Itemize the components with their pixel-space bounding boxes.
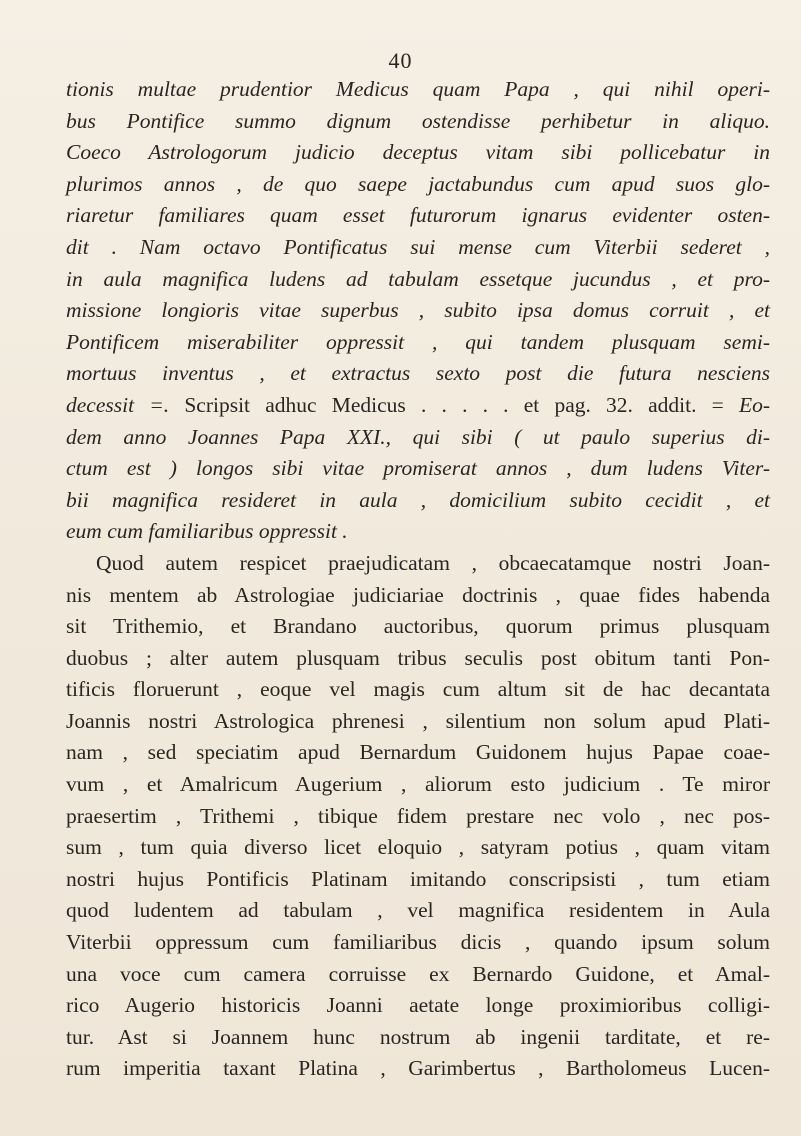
- text-line: Joannis nostri Astrologica phrenesi , silentium non solum apud Plati-: [66, 708, 770, 733]
- text-line: Pontificem miserabiliter oppressit , qui tandem plusquam semi-: [66, 329, 770, 354]
- text-line: tur. Ast si Joannem hunc nostrum ab ingenii tarditate, et re-: [66, 1024, 770, 1049]
- text-line: dem anno Joannes Papa XXI., qui sibi ( ut paulo superius di-: [66, 424, 770, 449]
- text-line: riaretur familiares quam esset futurorum ignarus evidenter osten-: [66, 203, 770, 228]
- text-line: nostri hujus Pontificis Platinam imitando conscripsisti , tum etiam: [66, 866, 770, 891]
- text-line: in aula magnifica ludens ad tabulam essetque jucundus , et pro-: [66, 266, 770, 291]
- text-line: mortuus inventus , et extractus sexto post die futura nesciens: [66, 361, 770, 386]
- text-line: una voce cum camera corruisse ex Bernardo Guidone, et Amal-: [66, 961, 770, 986]
- text-line: bii magnifica resideret in aula , domicilium subito cecidit , et: [66, 487, 770, 512]
- text-line: Viterbii oppressum cum familiaribus dicis , quando ipsum solum: [66, 930, 770, 955]
- text-line: duobus ; alter autem plusquam tribus seculis post obitum tanti Pon-: [66, 645, 770, 670]
- text-line: dit . Nam octavo Pontificatus sui mense cum Viterbii sederet ,: [66, 234, 770, 259]
- text-line: ctum est ) longos sibi vitae promiserat annos , dum ludens Viter-: [66, 456, 770, 481]
- text-line: plurimos annos , de quo saepe jactabundus cum apud suos glo-: [66, 171, 770, 196]
- text-line: eum cum familiaribus oppressit .: [66, 519, 348, 544]
- page-number: 40: [388, 48, 413, 73]
- text-line: tificis floruerunt , eoque vel magis cum altum sit de hac decantata: [66, 677, 770, 702]
- roman-fragment: Scripsit adhuc Medicus . . . . . et pag. 32. addit. =: [169, 392, 739, 417]
- text-line: sum , tum quia diverso licet eloquio , satyram potius , quam vitam: [66, 835, 770, 860]
- italic-fragment: decessit =.: [66, 392, 170, 417]
- text-line: rico Augerio historicis Joanni aetate longe proximioribus colligi-: [66, 993, 770, 1018]
- body-text: [66, 74, 770, 1085]
- italic-fragment: Eo-: [738, 392, 771, 417]
- text-line: Coeco Astrologorum judicio deceptus vitam sibi pollicebatur in: [66, 140, 770, 165]
- text-line: nis mentem ab Astrologiae judiciariae doctrinis , quae fides habenda: [66, 582, 770, 607]
- text-line: quod ludentem ad tabulam , vel magnifica residentem in Aula: [66, 898, 770, 923]
- text-line: bus Pontifice summo dignum ostendisse perhibetur in aliquo.: [66, 108, 770, 133]
- text-line: missione longioris vitae superbus , subito ipsa domus corruit , et: [66, 298, 770, 323]
- text-line: vum , et Amalricum Augerium , aliorum esto judicium . Te miror: [66, 772, 770, 797]
- text-line: tionis multae prudentior Medicus quam Papa , qui nihil operi-: [66, 77, 770, 101]
- text-line: rum imperitia taxant Platina , Garimbertus , Bartholomeus Lucen-: [66, 1056, 770, 1081]
- paragraph-start-line: Quod autem respicet praejudicatam , obcaecatamque nostri Joan-: [96, 550, 770, 575]
- text-line: nam , sed speciatim apud Bernardum Guidonem hujus Papae coae-: [66, 740, 770, 765]
- mixed-text-line: [66, 390, 770, 422]
- text-line: praesertim , Trithemi , tibique fidem prestare nec volo , nec pos-: [66, 803, 770, 828]
- text-line: sit Trithemio, et Brandano auctoribus, quorum primus plusquam: [66, 614, 770, 639]
